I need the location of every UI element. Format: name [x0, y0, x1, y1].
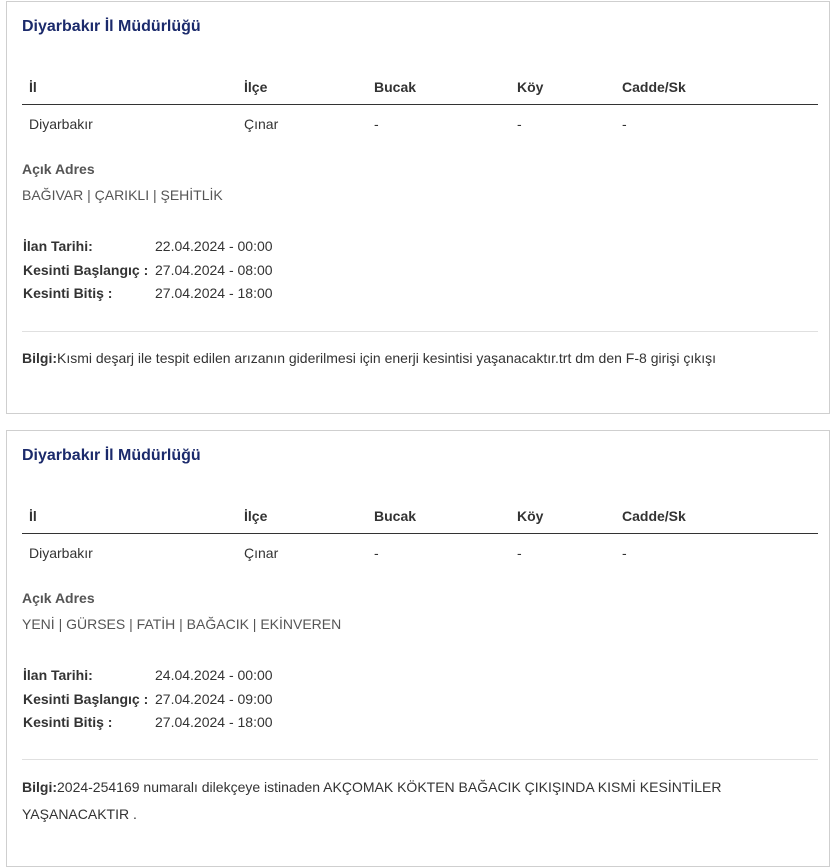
info-text — [22, 774, 782, 828]
info-text — [22, 345, 782, 372]
column-header-il: İl — [29, 508, 37, 524]
divider — [22, 331, 818, 332]
announcement-date-value: 24.04.2024 - 00:00 — [155, 667, 273, 683]
cell-ilce: Çınar — [244, 545, 279, 561]
address-label: Açık Adres — [22, 161, 95, 177]
cell-cadde: - — [622, 545, 627, 561]
info-value: 2024-254169 numaralı dilekçeye istinaden AKÇOMAK KÖKTEN BAĞACIK ÇIKIŞINDA KISMİ KESİNTİLER YAŞANACAKTIR . — [22, 779, 722, 822]
column-header-koy: Köy — [517, 508, 544, 524]
outage-end-label: Kesinti Bitiş : — [23, 714, 113, 730]
cell-il: Diyarbakır — [29, 545, 93, 561]
column-header-koy: Köy — [517, 79, 544, 95]
outage-card — [6, 430, 830, 867]
outage-end-value: 27.04.2024 - 18:00 — [155, 714, 273, 730]
column-header-cadde: Cadde/Sk — [622, 79, 686, 95]
table-row — [22, 105, 818, 141]
cell-bucak: - — [374, 545, 379, 561]
column-header-il: İl — [29, 79, 37, 95]
column-header-bucak: Bucak — [374, 508, 417, 524]
address-label: Açık Adres — [22, 590, 95, 606]
address-value: YENİ | GÜRSES | FATİH | BAĞACIK | EKİNVEREN — [22, 616, 342, 632]
location-table — [22, 497, 818, 570]
cell-cadde: - — [622, 116, 627, 132]
column-header-ilce: İlçe — [244, 79, 268, 95]
info-label: Bilgi: — [22, 350, 57, 366]
address-value: BAĞIVAR | ÇARIKLI | ŞEHİTLİK — [22, 187, 223, 203]
column-header-ilce: İlçe — [244, 508, 268, 524]
outage-start-label: Kesinti Başlangıç : — [23, 261, 149, 278]
cell-ilce: Çınar — [244, 116, 279, 132]
announcement-date-label: İlan Tarihi: — [23, 238, 93, 254]
cell-bucak: - — [374, 116, 379, 132]
location-table-header — [22, 68, 818, 105]
cell-koy: - — [517, 545, 522, 561]
outage-start-value: 27.04.2024 - 08:00 — [155, 261, 273, 278]
column-header-cadde: Cadde/Sk — [622, 508, 686, 524]
announcement-date-value: 22.04.2024 - 00:00 — [155, 238, 273, 254]
outage-start-value: 27.04.2024 - 09:00 — [155, 690, 273, 707]
location-table — [22, 68, 818, 141]
outage-end-value: 27.04.2024 - 18:00 — [155, 285, 273, 301]
info-value: Kısmi deşarj ile tespit edilen arızanın giderilmesi için enerji kesintisi yaşanacaktır.trt dm den F-8 girişi çıkışı — [57, 350, 717, 366]
outage-end-label: Kesinti Bitiş : — [23, 285, 113, 301]
outage-card — [6, 1, 830, 414]
announcement-date-label: İlan Tarihi: — [23, 667, 93, 683]
divider — [22, 759, 818, 760]
cell-koy: - — [517, 116, 522, 132]
location-table-header — [22, 497, 818, 534]
info-label: Bilgi: — [22, 779, 57, 795]
card-title: Diyarbakır İl Müdürlüğü — [22, 447, 201, 464]
column-header-bucak: Bucak — [374, 79, 417, 95]
cell-il: Diyarbakır — [29, 116, 93, 132]
card-title: Diyarbakır İl Müdürlüğü — [22, 18, 201, 35]
outage-start-label: Kesinti Başlangıç : — [23, 690, 149, 707]
table-row — [22, 534, 818, 570]
